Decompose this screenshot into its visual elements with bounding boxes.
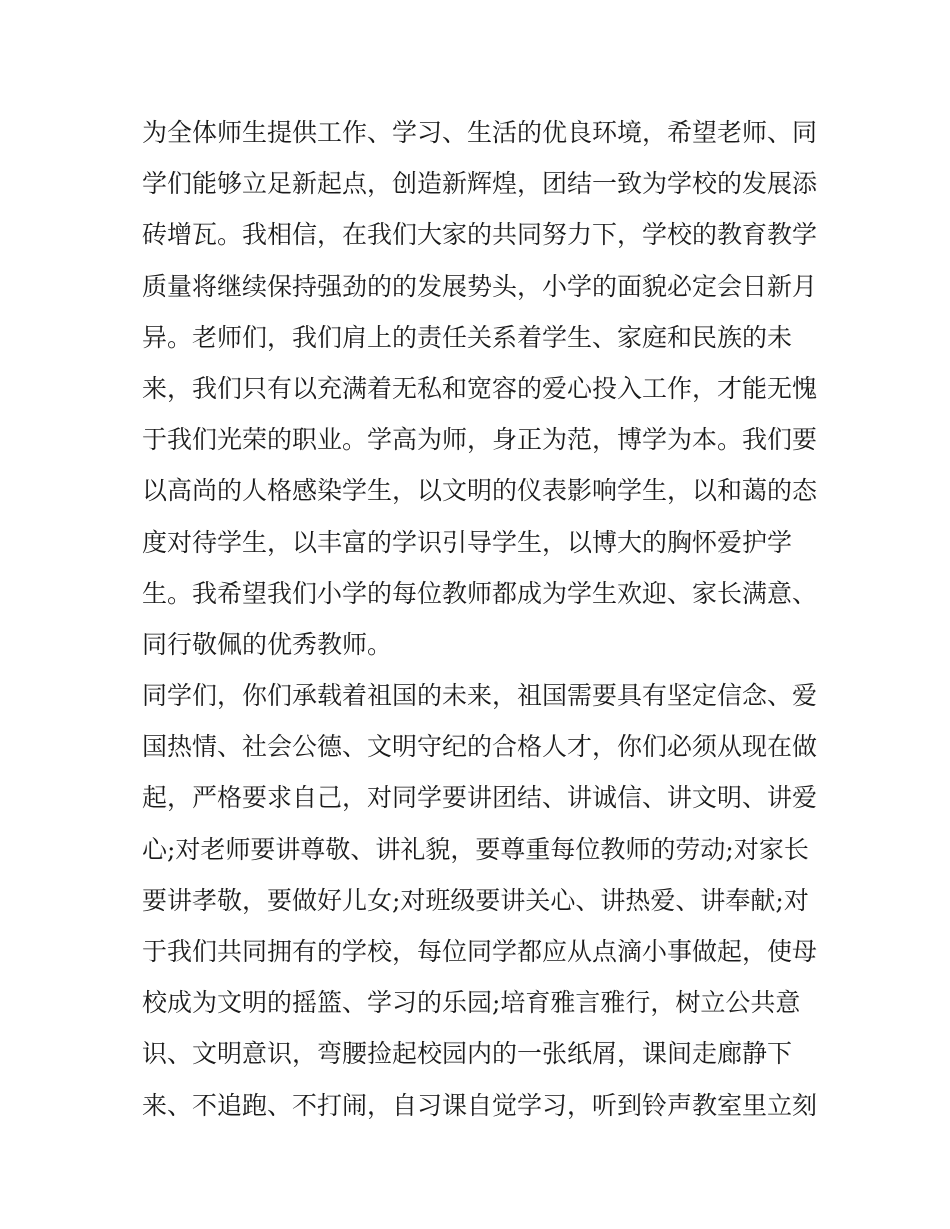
text-line: 于我们光荣的职业。学高为师，身正为范，博学为本。我们要 bbox=[142, 425, 818, 455]
text-line: 以高尚的人格感染学生，以文明的仪表影响学生，以和蔼的态 bbox=[142, 476, 818, 506]
text-line: 来、不追跑、不打闹，自习课自觉学习，听到铃声教室里立刻 bbox=[142, 1090, 818, 1120]
text-line: 识、文明意识，弯腰捡起校园内的一张纸屑，课间走廊静下 bbox=[142, 1039, 793, 1069]
text-line: 国热情、社会公德、文明守纪的合格人才，你们必须从现在做 bbox=[142, 732, 818, 762]
text-line: 来，我们只有以充满着无私和宽容的爱心投入工作，才能无愧 bbox=[142, 373, 818, 403]
text-line: 生。我希望我们小学的每位教师都成为学生欢迎、家长满意、 bbox=[142, 578, 818, 608]
text-line: 于我们共同拥有的学校，每位同学都应从点滴小事做起，使母 bbox=[142, 937, 818, 966]
text-line: 要讲孝敬，要做好儿女;对班级要讲关心、讲热爱、讲奉献;对 bbox=[142, 885, 809, 915]
text-line: 为全体师生提供工作、学习、生活的优良环境，希望老师、同 bbox=[142, 118, 818, 147]
text-line: 心;对老师要讲尊敬、讲礼貌，要尊重每位教师的劳动;对家长 bbox=[142, 834, 809, 864]
text-line: 异。老师们，我们肩上的责任关系着学生、家庭和民族的未 bbox=[142, 322, 793, 352]
text-line: 同学们，你们承载着祖国的未来，祖国需要具有坚定信念、爱 bbox=[142, 681, 818, 711]
text-line: 同行敬佩的优秀教师。 bbox=[142, 629, 393, 659]
text-line: 学们能够立足新起点，创造新辉煌，团结一致为学校的发展添 bbox=[142, 169, 818, 199]
text-line: 校成为文明的摇篮、学习的乐园;培育雅言雅行，树立公共意 bbox=[142, 988, 801, 1018]
text-line: 砖增瓦。我相信，在我们大家的共同努力下，学校的教育教学 bbox=[142, 220, 818, 250]
text-line: 起，严格要求自己，对同学要讲团结、讲诚信、讲文明、讲爱 bbox=[142, 783, 818, 813]
text-line: 度对待学生，以丰富的学识引导学生，以博大的胸怀爱护学 bbox=[142, 527, 793, 557]
body-text bbox=[142, 107, 822, 1131]
text-line: 质量将继续保持强劲的的发展势头，小学的面貌必定会日新月 bbox=[142, 271, 818, 301]
